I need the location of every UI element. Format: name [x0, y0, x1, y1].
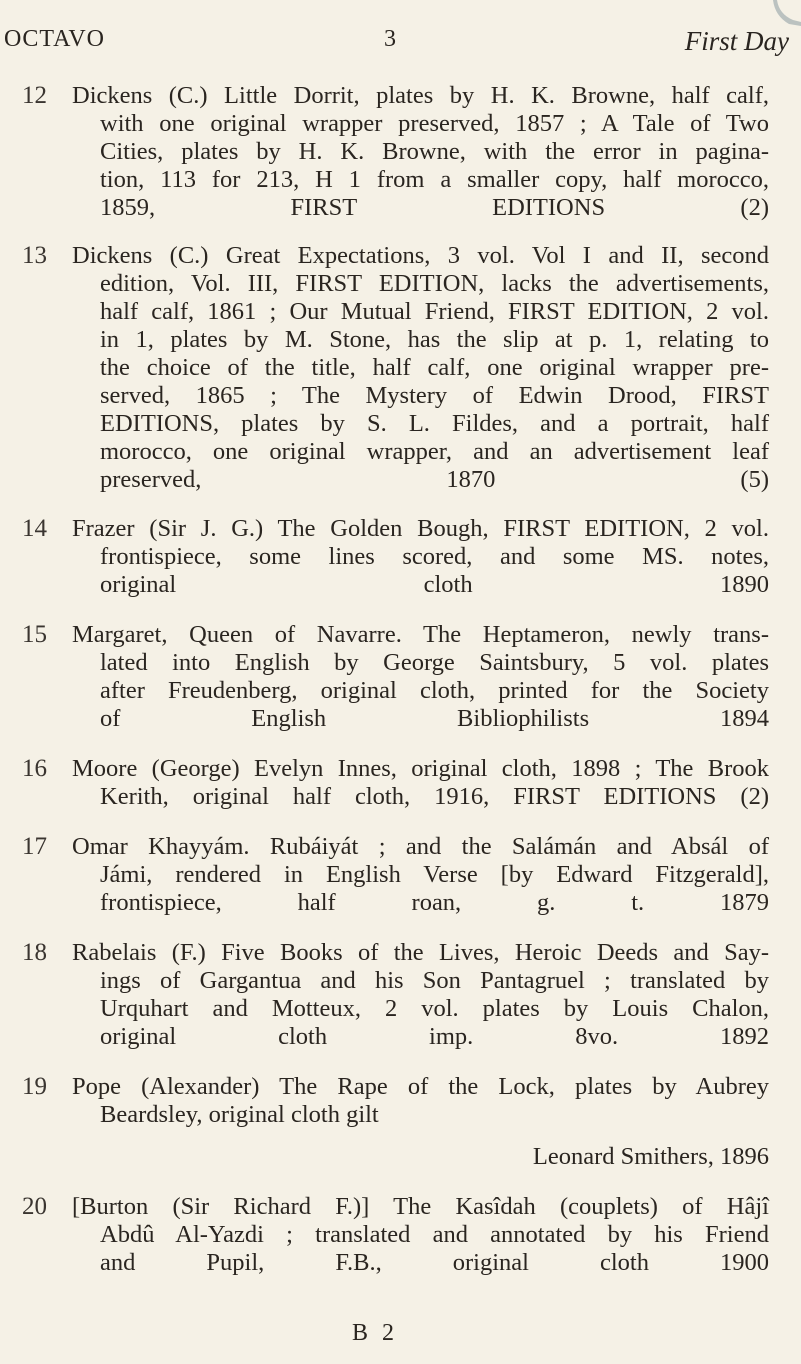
entry-line: Jámi, rendered in English Verse [by Edward Fitzgerald], — [100, 861, 769, 888]
catalogue-entry — [0, 242, 801, 494]
entry-line: Cities, plates by H. K. Browne, with the error in pagina- — [100, 138, 769, 165]
entry-line: original cloth imp. 8vo. 1892 — [100, 1023, 769, 1050]
entry-line: [Burton (Sir Richard F.)] The Kasîdah (couplets) of Hâjî — [72, 1193, 769, 1220]
catalogue-entry — [0, 515, 801, 599]
entry-line: Frazer (Sir J. G.) The Golden Bough, FIRST EDITION, 2 vol. — [72, 515, 769, 542]
lot-number: 18 — [22, 939, 47, 966]
entry-line: the choice of the title, half calf, one original wrapper pre- — [100, 354, 769, 381]
entry-line: Dickens (C.) Great Expectations, 3 vol. Vol I and II, second — [72, 242, 769, 269]
entry-line: of English Bibliophilists 1894 — [100, 705, 769, 732]
lot-number: 12 — [22, 82, 47, 109]
entry-line: half calf, 1861 ; Our Mutual Friend, FIRST EDITION, 2 vol. — [100, 298, 769, 325]
entry-line: Margaret, Queen of Navarre. The Heptameron, newly trans- — [72, 621, 769, 648]
catalogue-entry — [0, 939, 801, 1051]
entry-line: Moore (George) Evelyn Innes, original cloth, 1898 ; The Brook — [72, 755, 769, 782]
entry-line: ings of Gargantua and his Son Pantagruel ; translated by — [100, 967, 769, 994]
entry-line: frontispiece, some lines scored, and some MS. notes, — [100, 543, 769, 570]
catalogue-entry — [0, 82, 801, 222]
entry-line: tion, 113 for 213, H 1 from a smaller copy, half morocco, — [100, 166, 769, 193]
catalogue-entry — [0, 1073, 801, 1171]
entry-line: frontispiece, half roan, g. t. 1879 — [100, 889, 769, 916]
entry-line: Kerith, original half cloth, 1916, FIRST EDITIONS (2) — [100, 783, 769, 810]
lot-number: 20 — [22, 1193, 47, 1220]
lot-number: 17 — [22, 833, 47, 860]
header-format: OCTAVO — [4, 26, 105, 52]
entry-line: 1859, FIRST EDITIONS (2) — [100, 194, 769, 221]
entry-line: EDITIONS, plates by S. L. Fildes, and a portrait, half — [100, 410, 769, 437]
lot-number: 19 — [22, 1073, 47, 1100]
catalogue-entries — [0, 82, 801, 1296]
catalogue-entry — [0, 621, 801, 733]
page-number: 3 — [384, 26, 396, 52]
catalogue-entry — [0, 1193, 801, 1277]
entry-line: edition, Vol. III, FIRST EDITION, lacks the advertisements, — [100, 270, 769, 297]
entry-line: morocco, one original wrapper, and an advertisement leaf — [100, 438, 769, 465]
entry-line: Pope (Alexander) The Rape of the Lock, plates by Aubrey — [72, 1073, 769, 1100]
lot-number: 14 — [22, 515, 47, 542]
entry-line: after Freudenberg, original cloth, printed for the Society — [100, 677, 769, 704]
entry-line: Dickens (C.) Little Dorrit, plates by H. K. Browne, half calf, — [72, 82, 769, 109]
lot-number: 16 — [22, 755, 47, 782]
entry-line: Urquhart and Motteux, 2 vol. plates by Louis Chalon, — [100, 995, 769, 1022]
entry-line: Omar Khayyám. Rubáiyát ; and the Salámán and Absál of — [72, 833, 769, 860]
lot-number: 15 — [22, 621, 47, 648]
header-sale-day: First Day — [684, 26, 789, 56]
entry-line: Beardsley, original cloth gilt — [100, 1101, 379, 1128]
entry-imprint: Leonard Smithers, 1896 — [532, 1143, 769, 1170]
entry-line: preserved, 1870 (5) — [100, 466, 769, 493]
signature-mark: B 2 — [352, 1320, 399, 1346]
entry-line: original cloth 1890 — [100, 571, 769, 598]
catalogue-entry — [0, 833, 801, 917]
entry-line: Abdû Al-Yazdi ; translated and annotated by his Friend — [100, 1221, 769, 1248]
running-header — [0, 26, 801, 66]
catalogue-entry — [0, 755, 801, 811]
page-corner-mark — [771, 0, 801, 26]
entry-line: Rabelais (F.) Five Books of the Lives, Heroic Deeds and Say- — [72, 939, 769, 966]
entry-line: and Pupil, F.B., original cloth 1900 — [100, 1249, 769, 1276]
entry-line: lated into English by George Saintsbury, 5 vol. plates — [100, 649, 769, 676]
entry-line: with one original wrapper preserved, 1857 ; A Tale of Two — [100, 110, 769, 137]
lot-number: 13 — [22, 242, 47, 269]
entry-line: in 1, plates by M. Stone, has the slip at p. 1, relating to — [100, 326, 769, 353]
entry-line: served, 1865 ; The Mystery of Edwin Drood, FIRST — [100, 382, 769, 409]
